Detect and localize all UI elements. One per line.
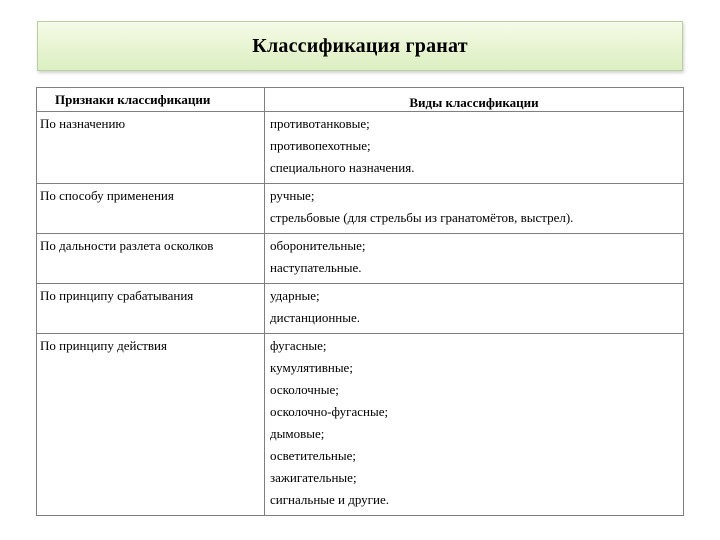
type-item: оборонительные; [270,238,366,253]
table-row [37,184,684,234]
table-row [37,334,684,516]
types-cell [265,234,684,284]
type-item: осколочно-фугасные; [270,404,389,419]
title-banner [37,21,683,71]
type-item: дистанционные. [270,310,360,325]
type-item: противотанковые; [270,116,370,131]
table-header-row [37,88,684,112]
type-item: осветительные; [270,448,357,463]
criterion-cell: По принципу срабатывания [37,284,265,334]
criterion-cell: По назначению [37,112,265,184]
type-item: ударные; [270,288,320,303]
header-criteria: Признаки классификации [37,88,265,112]
criterion-cell: По принципу действия [37,334,265,516]
types-cell [265,112,684,184]
page-title: Классификация гранат [252,34,468,57]
type-item: дымовые; [270,426,325,441]
criterion-cell: По дальности разлета осколков [37,234,265,284]
types-cell [265,334,684,516]
type-item: кумулятивные; [270,360,353,375]
type-item: наступательные. [270,260,362,275]
type-item: фугасные; [270,338,327,353]
table-row [37,112,684,184]
types-cell [265,284,684,334]
classification-table [36,87,684,516]
type-item: сигнальные и другие. [270,492,389,507]
table-row [37,234,684,284]
type-item: противопехотные; [270,138,371,153]
type-item: стрельбовые (для стрельбы из гранатомётов, выстрел). [270,210,574,225]
types-cell [265,184,684,234]
type-item: специального назначения. [270,160,415,175]
criterion-cell: По способу применения [37,184,265,234]
table-row [37,284,684,334]
type-item: ручные; [270,188,315,203]
header-types: Виды классификации [265,88,684,112]
type-item: зажигательные; [270,470,357,485]
type-item: осколочные; [270,382,339,397]
